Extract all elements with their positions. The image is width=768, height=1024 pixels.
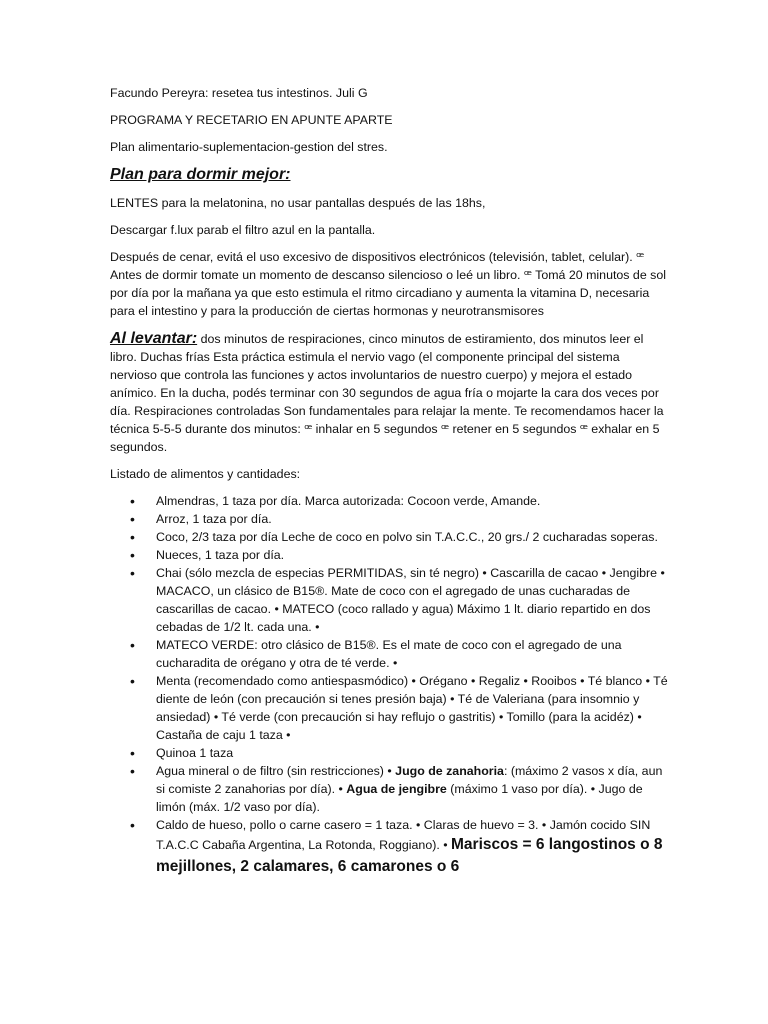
list-item: [110, 510, 668, 528]
sleep-paragraph-1: LENTES para la melatonina, no usar pantallas después de las 18hs,: [110, 196, 486, 210]
plan-line: Plan alimentario-suplementacion-gestion del stres.: [110, 140, 388, 154]
morning-text: dos minutos de respiraciones, cinco minutos de estiramiento, dos minutos leer el libro. Duchas frías Esta práctica estimula el nervio vago (el componente principal del sistema nervioso que controla las funciones y actos involuntarios de nuestro cuerpo) y mejora el estado anímico. En la ducha, podés terminar con 30 segundos de agua fría o mojarte la cara dos veces por día. Respiraciones controladas Son fundamentales para relajar la mente. Te recomendamos hacer la técnica 5-5-5 durante dos minutos: ꟹ inhalar en 5 segundos ꟹ retener en 5 segundos ꟹ exhalar en 5 segundos.: [110, 332, 664, 454]
list-item: [110, 492, 668, 510]
list-item-text: Agua mineral o de filtro (sin restricciones) •: [156, 764, 396, 778]
list-item-text: Almendras, 1 taza por día. Marca autorizada: Cocoon verde, Amande.: [156, 494, 541, 508]
list-item: [110, 762, 668, 816]
sleep-paragraph-2: Descargar f.lux parab el filtro azul en la pantalla.: [110, 223, 376, 237]
list-item-text: Caldo de hueso, pollo o carne casero = 1 taza. • Claras de huevo = 3. • Jamón cocido SIN T.A.C.C Cabaña Argentina, La Rotonda, Roggiano). •: [156, 818, 651, 852]
bullet-icon: •: [130, 493, 135, 509]
list-item-text: Coco, 2/3 taza por día Leche de coco en polvo sin T.A.C.C., 20 grs./ 2 cucharadas soperas.: [156, 530, 658, 544]
list-item: [110, 744, 668, 762]
sleep-heading: Plan para dormir mejor:: [110, 166, 291, 183]
list-item: [110, 564, 668, 636]
bullet-icon: •: [130, 817, 135, 833]
document-content: [110, 84, 668, 878]
bullet-icon: •: [130, 511, 135, 527]
list-item-text: (máximo 1 vaso por día). • Jugo de limón (máx. 1/2 vaso por día).: [156, 782, 643, 814]
list-item-text: : (máximo 2 vasos x día, aun si comiste 2 zanahorias por día). •: [156, 764, 663, 796]
bullet-icon: •: [130, 547, 135, 563]
bullet-icon: •: [130, 637, 135, 653]
list-item-text: Chai (sólo mezcla de especias PERMITIDAS, sin té negro) • Cascarilla de cacao • Jengibre • MACACO, un clásico de B15®. Mate de coco con el agregado de unas cucharadas de cascarillas de cacao. • MATECO (coco rallado y agua) Máximo 1 lt. diario repartido en dos cebadas de 1/2 lt. cada una. •: [156, 566, 665, 634]
list-item: [110, 672, 668, 744]
list-item-text: Menta (recomendado como antiespasmódico) • Orégano • Regaliz • Rooibos • Té blanco • Té diente de león (con precaución si tenes presión baja) • Té de Valeriana (para insomnio y ansiedad) • Té verde (con precaución si hay reflujo o gastritis) • Tomillo (para la acidéz) • Castaña de caju 1 taza •: [156, 674, 668, 742]
title-line: Facundo Pereyra: resetea tus intestinos. Juli G: [110, 86, 368, 100]
bullet-icon: •: [130, 673, 135, 689]
list-item-bold-text: Jugo de zanahoria: [395, 764, 504, 778]
list-item-text: Quinoa 1 taza: [156, 746, 234, 760]
morning-paragraph: [110, 330, 668, 456]
list-item-bold-text: Agua de jengibre: [346, 782, 447, 796]
bullet-icon: •: [130, 745, 135, 761]
program-line: PROGRAMA Y RECETARIO EN APUNTE APARTE: [110, 113, 393, 127]
list-item: [110, 636, 668, 672]
bullet-icon: •: [130, 529, 135, 545]
list-item-text: MATECO VERDE: otro clásico de B15®. Es el mate de coco con el agregado de una cucharadita de orégano y otra de té verde. •: [156, 638, 622, 670]
sleep-paragraph-3: Después de cenar, evitá el uso excesivo de dispositivos electrónicos (televisión, tablet, celular). ꟹ Antes de dormir tomate un momento de descanso silencioso o leé un libro. ꟹ Tomá 20 minutos de sol por día por la mañana ya que esto estimula el ritmo circadiano y aumenta la vitamina D, necesaria para el intestino y para la producción de ciertas hormonas y neurotransmisores: [110, 250, 666, 318]
bullet-icon: •: [130, 763, 135, 779]
morning-heading: Al levantar:: [110, 330, 198, 347]
food-list-title: Listado de alimentos y cantidades:: [110, 467, 301, 481]
list-item: [110, 546, 668, 564]
list-item-large-bold-text: Mariscos = 6 langostinos o 8 mejillones, 2 calamares, 6 camarones o 6: [156, 836, 663, 875]
bullet-icon: •: [130, 565, 135, 581]
food-list: [110, 492, 668, 878]
list-item-text: Arroz, 1 taza por día.: [156, 512, 272, 526]
list-item: [110, 816, 668, 878]
list-item: [110, 528, 668, 546]
list-item-text: Nueces, 1 taza por día.: [156, 548, 285, 562]
